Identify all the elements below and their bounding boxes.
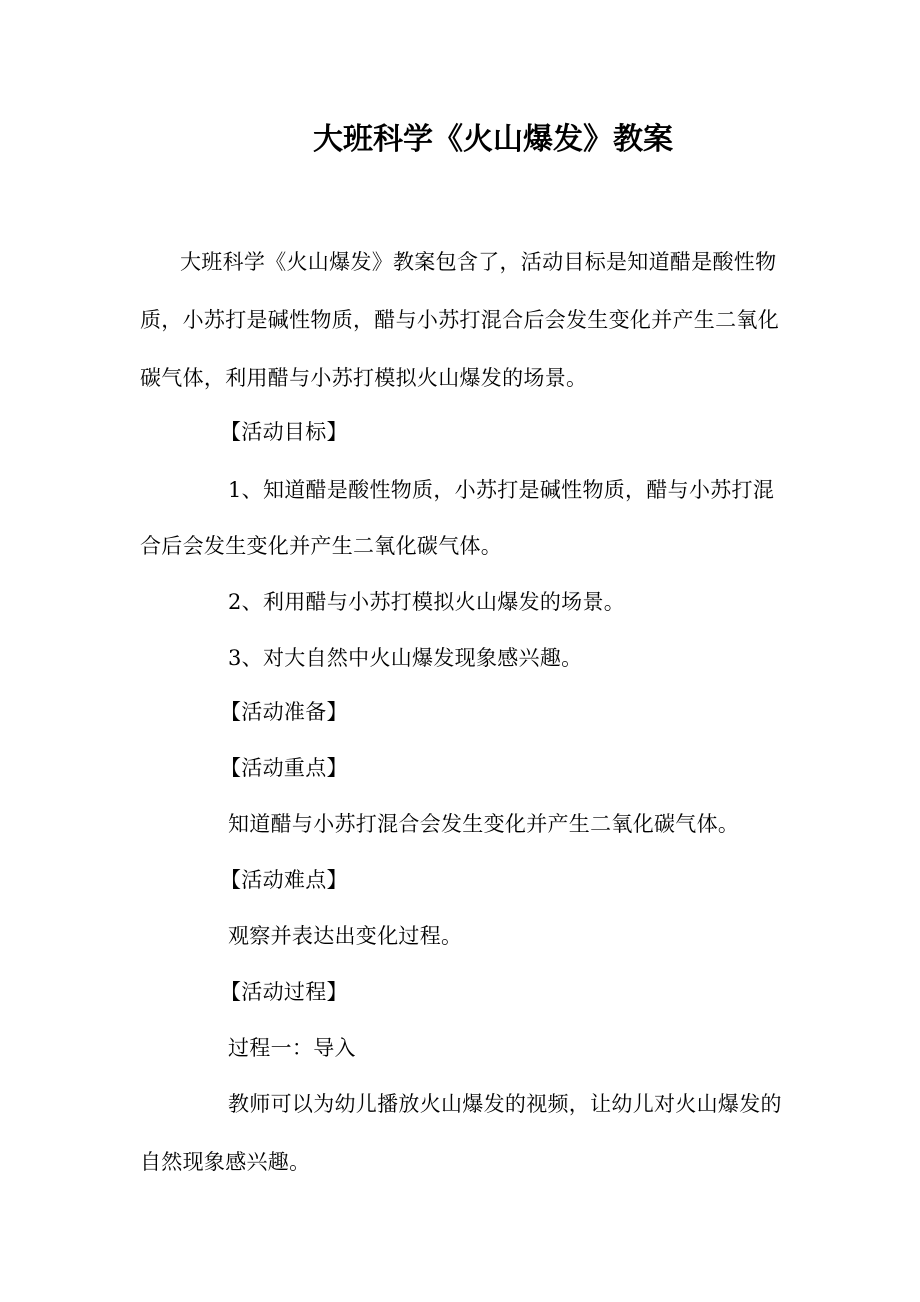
intro-line: 碳气体，利用醋与小苏打模拟火山爆发的场景。 xyxy=(140,366,588,390)
section-heading-key: 【活动重点】 xyxy=(220,756,348,780)
section-heading-difficulty: 【活动难点】 xyxy=(220,868,348,892)
goal-1-line: 1、知道醋是酸性物质，小苏打是碱性物质，醋与小苏打混 xyxy=(228,478,775,502)
difficulty-text: 观察并表达出变化过程。 xyxy=(228,924,463,948)
process-1-line: 自然现象感兴趣。 xyxy=(140,1150,311,1174)
intro-line: 质，小苏打是碱性物质，醋与小苏打混合后会发生变化并产生二氧化 xyxy=(140,308,779,332)
section-heading-goals: 【活动目标】 xyxy=(220,420,348,444)
process-1-title: 过程一：导入 xyxy=(228,1036,356,1060)
goal-3: 3、对大自然中火山爆发现象感兴趣。 xyxy=(228,646,583,670)
goal-2: 2、利用醋与小苏打模拟火山爆发的场景。 xyxy=(228,590,626,614)
document-title: 大班科学《火山爆发》教案 xyxy=(313,122,673,157)
intro-line: 大班科学《火山爆发》教案包含了，活动目标是知道醋是酸性物 xyxy=(180,250,777,274)
process-1-line: 教师可以为幼儿播放火山爆发的视频，让幼儿对火山爆发的 xyxy=(228,1092,782,1116)
goal-1-line: 合后会发生变化并产生二氧化碳气体。 xyxy=(140,534,503,558)
section-heading-process: 【活动过程】 xyxy=(220,980,348,1004)
section-heading-prep: 【活动准备】 xyxy=(220,700,348,724)
key-text: 知道醋与小苏打混合会发生变化并产生二氧化碳气体。 xyxy=(228,812,740,836)
